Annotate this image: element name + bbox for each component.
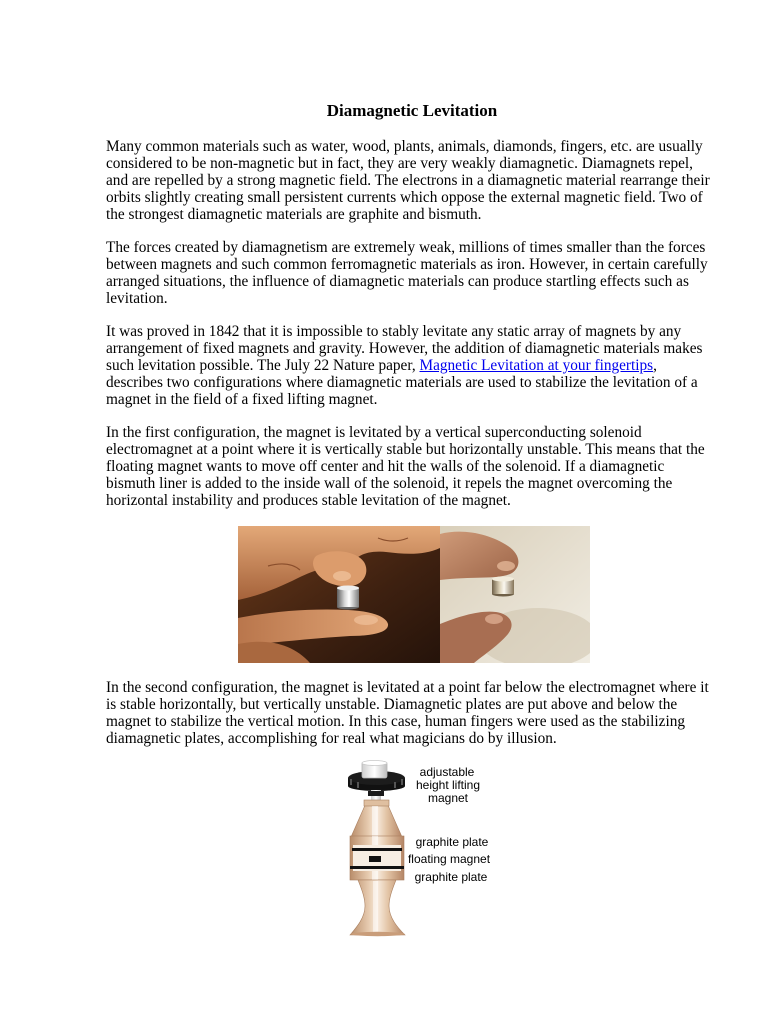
page-title: Diamagnetic Levitation xyxy=(326,101,498,120)
label-lower-graphite-plate: graphite plate xyxy=(414,870,488,884)
paragraph-line: between magnets and such common ferromagnetic materials as iron. However, in certain carefully xyxy=(106,256,708,273)
label-adjustable: adjustable xyxy=(419,765,475,779)
levitation-photos xyxy=(238,526,590,663)
paragraph-line: arrangement of fixed magnets and gravity. However, the addition of diamagnetic materials makes xyxy=(106,340,703,357)
paragraph-line: and are repelled by a strong magnetic field. The electrons in a diamagnetic material rearrange their xyxy=(106,172,710,189)
magnet-housing xyxy=(350,836,404,880)
paragraph-line: Many common materials such as water, wood, plants, animals, diamonds, fingers, etc. are usually xyxy=(106,138,703,155)
paragraph-4 xyxy=(106,424,705,509)
paragraph-line: In the first configuration, the magnet is levitated by a vertical superconducting solenoid xyxy=(106,424,642,441)
paragraph-line: arranged situations, the influence of diamagnetic materials can produce startling effects such as xyxy=(106,273,689,290)
paragraph-line-with-link xyxy=(106,357,702,374)
floating-magnet xyxy=(369,856,381,862)
paragraph-line: levitation. xyxy=(106,290,168,307)
line-text-after-link: , xyxy=(653,357,657,374)
paragraph-5 xyxy=(106,679,709,747)
paragraph-1 xyxy=(106,138,710,223)
lifting-magnet-cap xyxy=(362,761,387,779)
paragraph-line: is stable horizontally, but vertically unstable. Diamagnetic plates are put above and below the xyxy=(106,696,678,713)
levitation-apparatus-diagram xyxy=(340,756,500,940)
magnet-left xyxy=(337,586,359,610)
pedestal-base xyxy=(350,880,405,936)
shaft-nut xyxy=(368,791,384,796)
paragraph-line: floating magnet wants to move off center and hit the walls of the solenoid. If a diamagnetic xyxy=(106,458,665,475)
photo-right xyxy=(440,526,590,663)
photo-left xyxy=(238,526,440,663)
paragraph-line: describes two configurations where diamagnetic materials are used to stabilize the levitation of a xyxy=(106,374,698,391)
paragraph-line: diamagnetic plates, accomplishing for real what magicians do by illusion. xyxy=(106,730,557,747)
label-floating-magnet: floating magnet xyxy=(407,852,491,866)
paragraph-line: The forces created by diamagnetism are extremely weak, millions of times smaller than the forces xyxy=(106,239,706,256)
paragraph-line: orbits slightly creating small persistent currents which oppose the external magnetic field. Two of xyxy=(106,189,703,206)
paragraph-line: magnet to stabilize the vertical motion. In this case, human fingers were used as the stabilizing xyxy=(106,713,685,730)
support-cone xyxy=(351,800,402,837)
nature-paper-link[interactable]: Magnetic Levitation at your fingertips xyxy=(419,357,654,374)
paragraph-line: horizontal instability and produces stable levitation of the magnet. xyxy=(106,492,511,509)
line-text-before-link: such levitation possible. The July 22 Nature paper, xyxy=(106,357,420,374)
paragraph-line: magnet in the field of a fixed lifting magnet. xyxy=(106,391,378,408)
paragraph-2 xyxy=(106,239,708,307)
label-height-lifting: height lifting xyxy=(415,778,481,792)
label-upper-graphite-plate: graphite plate xyxy=(415,835,489,849)
paragraph-line: In the second configuration, the magnet is levitated at a point far below the electromagnet where it xyxy=(106,679,709,696)
magnet-right xyxy=(492,577,514,597)
label-magnet: magnet xyxy=(427,791,469,805)
paragraph-line: considered to be non-magnetic but in fact, they are very weakly diamagnetic. Diamagnets repel, xyxy=(106,155,694,172)
paragraph-line: bismuth liner is added to the inside wall of the solenoid, it repels the magnet overcoming the xyxy=(106,475,673,492)
paragraph-3 xyxy=(106,323,702,408)
lower-graphite-plate xyxy=(350,866,404,869)
upper-graphite-plate xyxy=(352,848,402,851)
paragraph-line: It was proved in 1842 that it is impossible to stably levitate any static array of magnets by any xyxy=(106,323,682,340)
paragraph-line: electromagnet at a point where it is vertically stable but horizontally unstable. This means that the xyxy=(106,441,705,458)
paragraph-line: the strongest diamagnetic materials are graphite and bismuth. xyxy=(106,206,482,223)
